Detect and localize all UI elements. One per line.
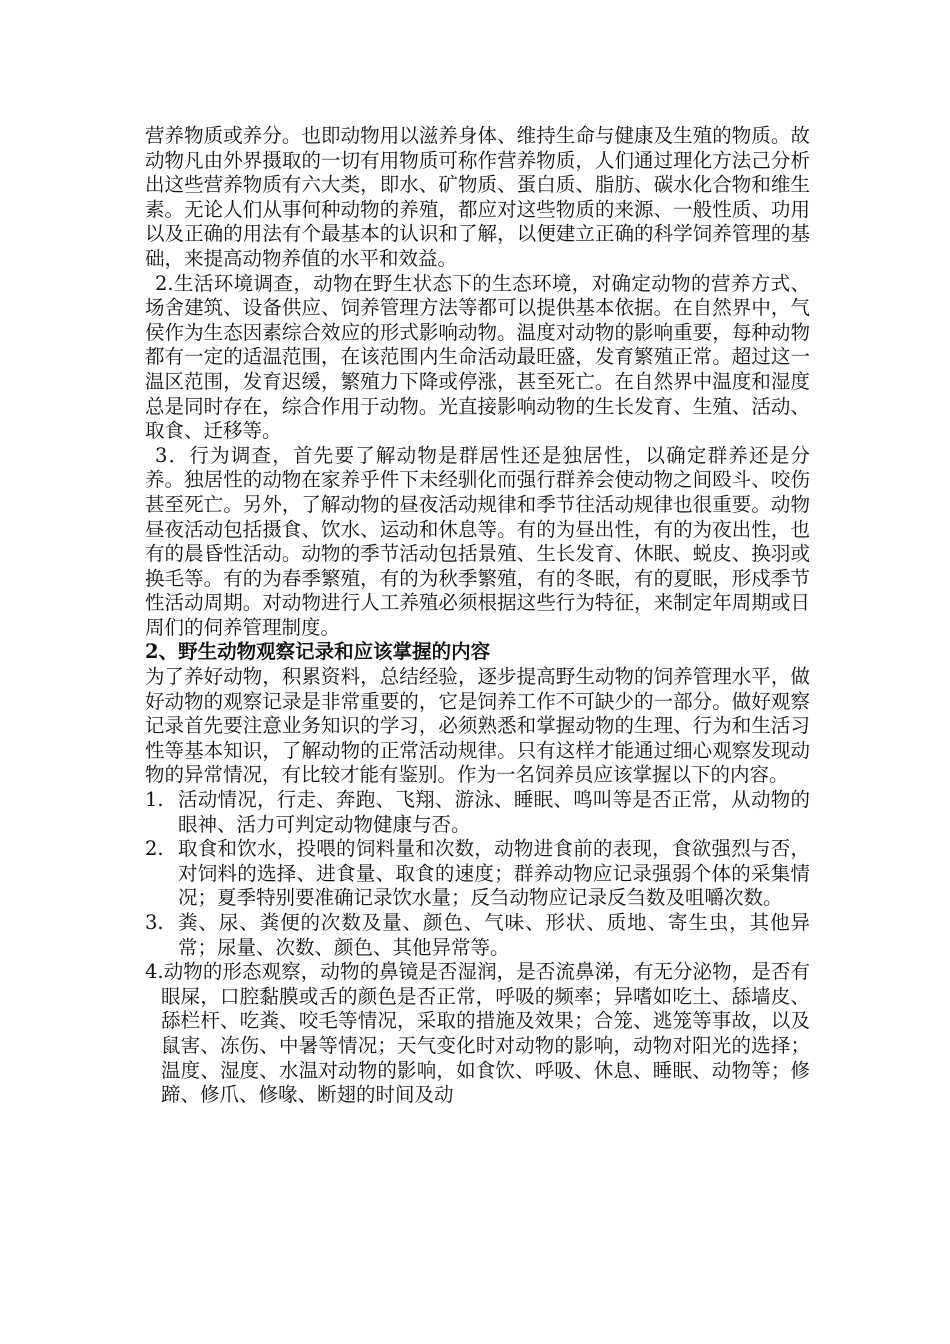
list-number: 2. [145, 837, 164, 861]
paragraph-behavior-survey: 3．行为调查，首先要了解动物是群居性还是独居性，以确定群养还是分养。独居性的动物在家养乎件下未经驯化而强行群养会使动物之间殴斗、咬伤甚至死亡。另外，了解动物的昼夜活动规律和季节往活动规律也很重要。动物昼夜活动包括摄食、饮水、运动和休息等。有的为昼出性，有的为夜出性，也有的晨昏性活动。动物的季节活动包括景殖、生长发育、休眠、蜕皮、换羽或换毛等。有的为春季繁殖，有的为秋季繁殖，有的冬眠，有的夏眠，形戍季节性活动周期。对动物进行人工养殖必须根据这些行为特征，来制定年周期或日周们的伺养管理制度。 [145, 443, 810, 639]
list-item-text: 粪、尿、粪便的次数及量、颜色、气味、形状、质地、寄生虫，其他异常；尿量、次数、颜色、其他异常等。 [178, 911, 810, 959]
list-item-text: 取食和饮水，投喂的饲料量和次数，动物进食前的表现，食欲强烈与否，对饲料的选择、进食量、取食的速度；群养动物应记录强弱个体的采集情况；夏季特别要准确记录饮水量；反刍动物应记录反刍数及咀嚼次数。 [178, 837, 810, 910]
list-item [145, 788, 810, 837]
list-item-morphology: 4.动物的形态观察，动物的鼻镜是否湿润，是否流鼻涕，有无分泌物，是否有眼屎，口腔黏膜或舌的颜色是否正常，呼吸的频率；异嗜如吃土、舔墙皮、舔栏杆、吃粪、咬毛等情况，采取的措施及效果；合笼、逃笼等事故，以及鼠害、冻伤、中暑等情况；天气变化时对动物的影响，动物对阳光的选择；温度、湿度、水温对动物的影响，如食饮、呼吸、休息、睡眠、动物等；修蹄、修爪、修喙、断翅的时间及动 [145, 960, 810, 1107]
list-item-text: 活动情况，行走、奔跑、飞翔、游泳、睡眠、鸣叫等是否正常，从动物的眼神、活力可判定动物健康与否。 [178, 788, 810, 836]
list-number: 1. [145, 788, 164, 812]
list-item [145, 837, 810, 911]
paragraph-observation-intro: 为了养好动物，积累资料，总结经验，逐步提高野生动物的饲养管理水平，做好动物的观察记录是非常重要的，它是饲养工作不可缺少的一部分。做好观察记录首先要注意业务知识的学习，必须熟悉和掌握动物的生理、行为和生活习性等基本知识，了解动物的正常活动规律。只有这样才能通过细心观察发现动物的异常情况，有比较才能有鉴别。作为一名饲养员应该掌握以下的内容。 [145, 665, 810, 787]
paragraph-nutrition: 营养物质或养分。也即动物用以滋养身体、维持生命与健康及生殖的物质。故动物凡由外界摄取的一切有用物质可称作营养物质，人们通过理化方法己分析出这些营养物质有六大类，即水、矿物质、蛋白质、脂肪、碳水化合物和维生素。无论人们从事何种动物的养殖，都应对这些物质的来源、一般性质、功用以及正确的用法有个最基本的认识和了解，以便建立正确的科学饲养管理的基础，来提高动物养值的水平和效益。 [145, 124, 810, 270]
list-number: 3. [145, 911, 164, 934]
section-heading: 2、野生动物观察记录和应该掌握的内容 [145, 640, 491, 664]
paragraph-environment-survey: 2.生活环境调查，动物在野生状态下的生态环境，对确定动物的营养方式、场舍建筑、设备供应、饲养管理方法等都可以提供基本依据。在自然界中，气侯作为生态因素综合效应的形式影响动物。温度对动物的影响重要，每种动物都有一定的适温范围，在该范围内生命活动最旺盛，发育繁殖正常。超过这一温区范围，发育迟缓，繁殖力下降或停涨，甚至死亡。在自然界中温度和湿度总是同时存在，综合作用于动物。光直接影响动物的生长发育、生殖、活动、取食、迁移等。 [145, 271, 810, 443]
list-item [145, 911, 810, 960]
document-page [145, 124, 810, 1108]
